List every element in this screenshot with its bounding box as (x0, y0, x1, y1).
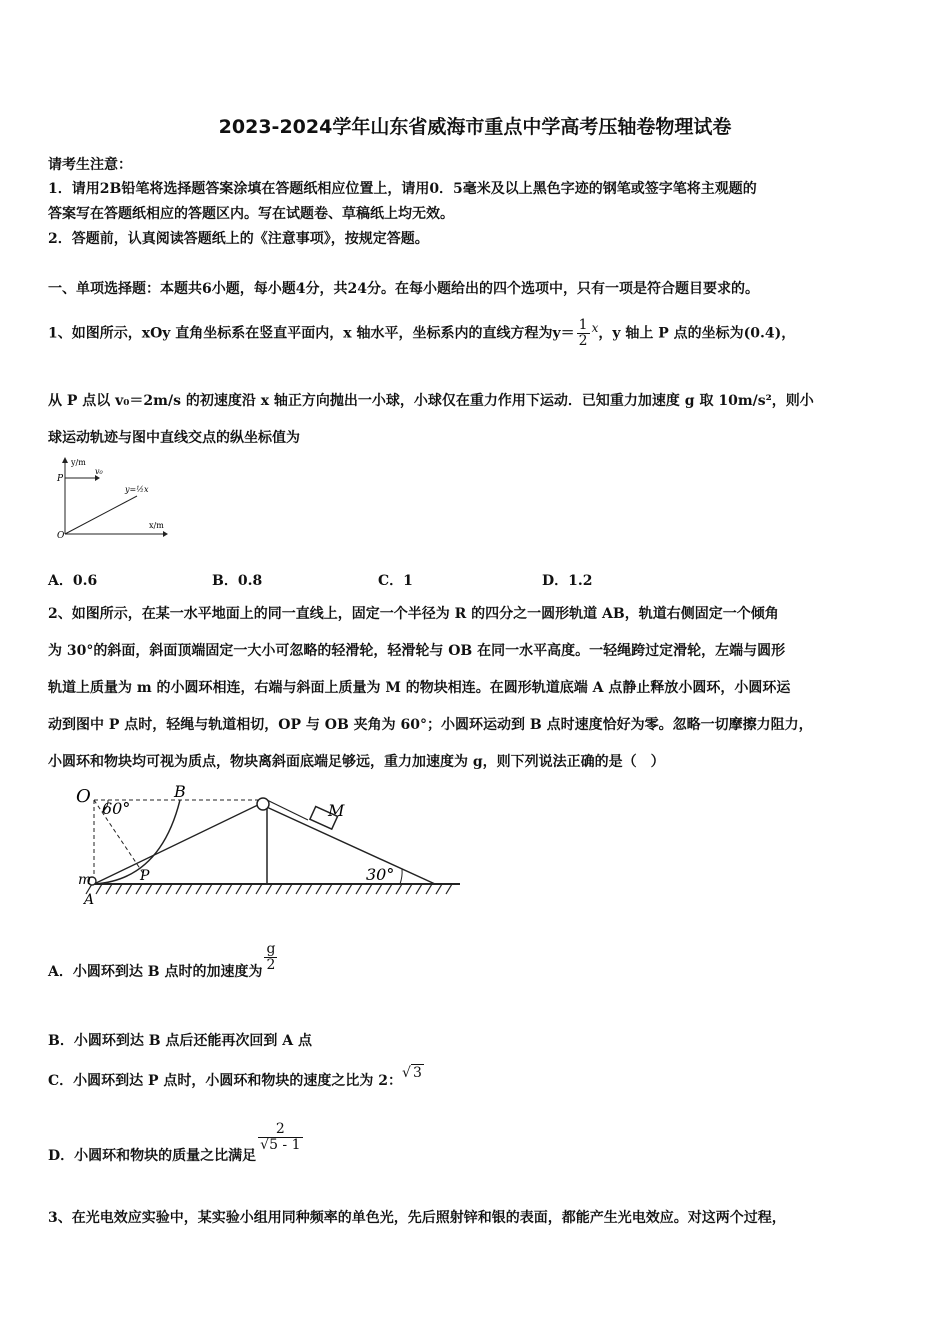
q2-line-5: 小圆环和物块均可视为质点，物块离斜面底端足够远，重力加速度为 g，则下列说法正确的是（ ） (48, 754, 665, 770)
q2-option-d-text: D．小圆环和物块的质量之比满足 (48, 1148, 257, 1164)
q2-option-a-num: g (266, 941, 276, 957)
q2-angle30-arc (400, 869, 402, 884)
q1-text-b: ，y 轴上 P 点的坐标为(0.4)， (598, 325, 796, 342)
notice-heading: 请考生注意： (48, 157, 132, 173)
q1-line-3: 球运动轨迹与图中直线交点的纵坐标值为 (48, 430, 300, 446)
q2-option-d[interactable] (48, 1121, 305, 1164)
page-title: 2023-2024学年山东省威海市重点中学高考压轴卷物理试卷 (218, 116, 732, 138)
notice-line-3: 2．答题前，认真阅读答题纸上的《注意事项》，按规定答题。 (48, 231, 429, 247)
q1-x-arrow (163, 531, 168, 537)
q1-text-a: 1、如图所示，xOy 直角坐标系在竖直平面内，x 轴水平，坐标系内的直线方程为y＝ (48, 325, 575, 342)
q2-option-a[interactable] (48, 941, 279, 981)
q2-b-label: B (174, 782, 186, 801)
q2-option-a-frac (264, 942, 277, 973)
q1-o-label: O (57, 531, 65, 541)
q1-fraction (577, 318, 590, 349)
q2-figure (70, 780, 470, 910)
q2-line-4: 动到图中 P 点时，轻绳与轨道相切，OP 与 OB 夹角为 60°；小圆环运动到 B 点时速度恰好为零。忽略一切摩擦力阻力， (48, 717, 813, 733)
q2-30-label: 30° (366, 865, 395, 884)
q1-y-arrow (62, 457, 68, 463)
q2-line-1: 2、如图所示，在某一水平地面上的同一直线上，固定一个半径为 R 的四分之一圆形轨道 AB，轨道右侧固定一个倾角 (48, 606, 779, 622)
q2-ground-hatch (86, 884, 452, 894)
q2-option-c[interactable] (48, 1065, 424, 1090)
q3-line-1: 3、在光电效应实验中，某实验小组用同种频率的单色光，先后照射锌和银的表面，都能产生光电效应。对这两个过程， (48, 1210, 786, 1226)
q2-60-label: 60° (102, 799, 131, 818)
q2-m-small-label: m (78, 872, 92, 888)
notice-line-1: 1．请用2B铅笔将选择题答案涂填在答题纸相应位置上，请用0．5毫米及以上黑色字迹的钢笔或签字笔将主观题的 (48, 181, 757, 197)
q1-line-1 (48, 318, 795, 349)
q2-option-c-text: C．小圆环到达 P 点时，小圆环和物块的速度之比为 2： (48, 1073, 403, 1089)
q2-option-d-den: √5 - 1 (260, 1137, 301, 1153)
q2-m-big-label: M (328, 801, 345, 820)
q1-frac-den: 2 (578, 333, 588, 349)
q1-option-b[interactable]: B．0.8 (212, 573, 263, 589)
q1-option-c[interactable]: C．1 (378, 573, 413, 589)
q2-option-a-den: 2 (264, 957, 277, 973)
notice-line-2: 答案写在答题纸相应的答题区内。写在试题卷、草稿纸上均无效。 (48, 206, 454, 222)
q2-o-label: O (76, 786, 91, 807)
q2-option-d-frac (258, 1122, 302, 1153)
q1-x-label: x/m (149, 521, 164, 530)
q2-option-d-radicand: 5 (269, 1137, 278, 1153)
q1-y-label: y/m (71, 458, 86, 467)
q2-incline (260, 804, 435, 884)
q1-var-x: x (591, 320, 599, 335)
q1-v0-label: v₀ (95, 467, 103, 476)
q2-option-a-text: A．小圆环到达 B 点时的加速度为 (48, 964, 263, 980)
q1-line-2: 从 P 点以 v₀＝2m/s 的初速度沿 x 轴正方向抛出一小球，小球仅在重力作用下运动．已知重力加速度 g 取 10m/s²，则小 (48, 393, 814, 409)
q1-option-a[interactable]: A．0.6 (48, 573, 98, 589)
q1-line-graph (65, 496, 137, 534)
q2-option-d-num: 2 (275, 1121, 285, 1137)
q2-option-c-radicand: 3 (412, 1065, 422, 1081)
q2-option-d-den-rest: - 1 (277, 1137, 301, 1153)
section-heading: 一、单项选择题：本题共6小题，每小题4分，共24分。在每小题给出的四个选项中，只有一项是符合题目要求的。 (48, 281, 759, 297)
q2-option-c-sqrt: √ 3 (402, 1065, 422, 1081)
q1-p-label: P (57, 474, 64, 484)
q1-option-d[interactable]: D．1.2 (542, 573, 593, 589)
q1-figure (55, 456, 175, 542)
q2-line-3: 轨道上质量为 m 的小圆环相连，右端与斜面上质量为 M 的物块相连。在圆形轨道底端 A 点静止释放小圆环，小圆环运 (48, 680, 791, 696)
q2-line-2: 为 30°的斜面，斜面顶端固定一大小可忽略的轻滑轮，轻滑轮与 OB 在同一水平高度。一轻绳跨过定滑轮，左端与圆形 (48, 643, 786, 659)
q2-p-label: P (140, 868, 150, 884)
q1-frac-num: 1 (578, 317, 588, 333)
q1-eq-label: y=½x (125, 485, 149, 494)
q2-option-b[interactable]: B．小圆环到达 B 点后还能再次回到 A 点 (48, 1033, 313, 1049)
q2-a-label: A (84, 892, 95, 908)
